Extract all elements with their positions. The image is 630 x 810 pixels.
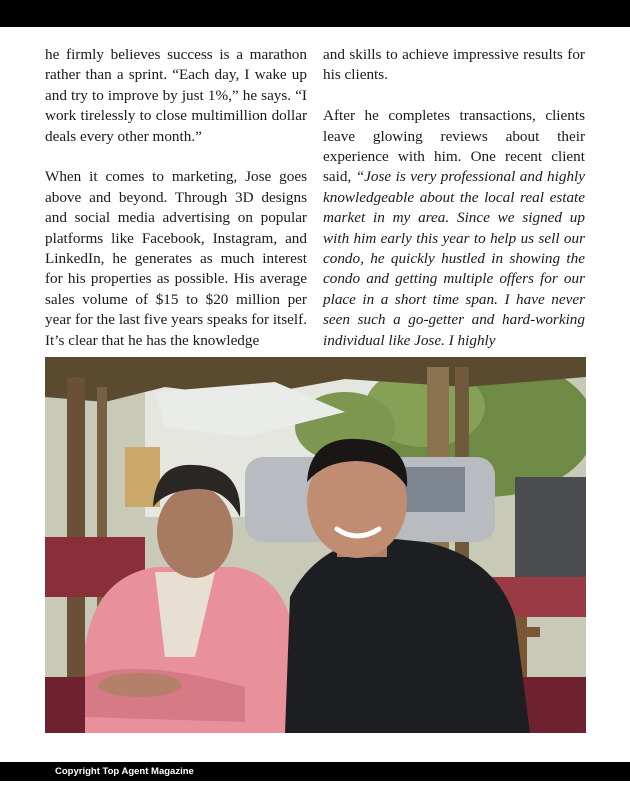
photo-agent-with-woman [45,357,586,733]
paragraph: When it comes to marketing, Jose goes above and beyond. Through 3D designs and social media advertising on popular platforms like Facebook, Instagram, and LinkedIn, he generates as much interest for his properties as possible. His average sales volume of $15 to $20 million per year for the last five years speaks for itself. It’s clear that he has the knowledge [45,168,307,349]
footer-bar [0,762,630,781]
top-black-bar [0,0,630,27]
paragraph [323,106,585,351]
copyright-text: Copyright Top Agent Magazine [55,766,194,777]
client-quote: “Jose is very professional and highly knowledgeable about the local real estate market in my area. Since we signed up with him early this year to help us sell our condo, he quickly hustled in showing the condo and getting multiple offers for our place in a short time span. I have never seen such a go-getter and hard-working individual like Jose. I highly [323,168,585,349]
paragraph-lead: After he completes transactions, clients leave glowing reviews about their experience with him. One recent client said, [323,107,585,186]
article-column-left [45,45,307,351]
article-column-right [323,45,585,351]
paragraph: he firmly believes success is a marathon rather than a sprint. “Each day, I wake up and try to improve by just 1%,” he says. “I work tirelessly to close multimillion dollar deals every other month.” [45,46,307,145]
paragraph: and skills to achieve impressive results for his clients. [323,46,585,84]
